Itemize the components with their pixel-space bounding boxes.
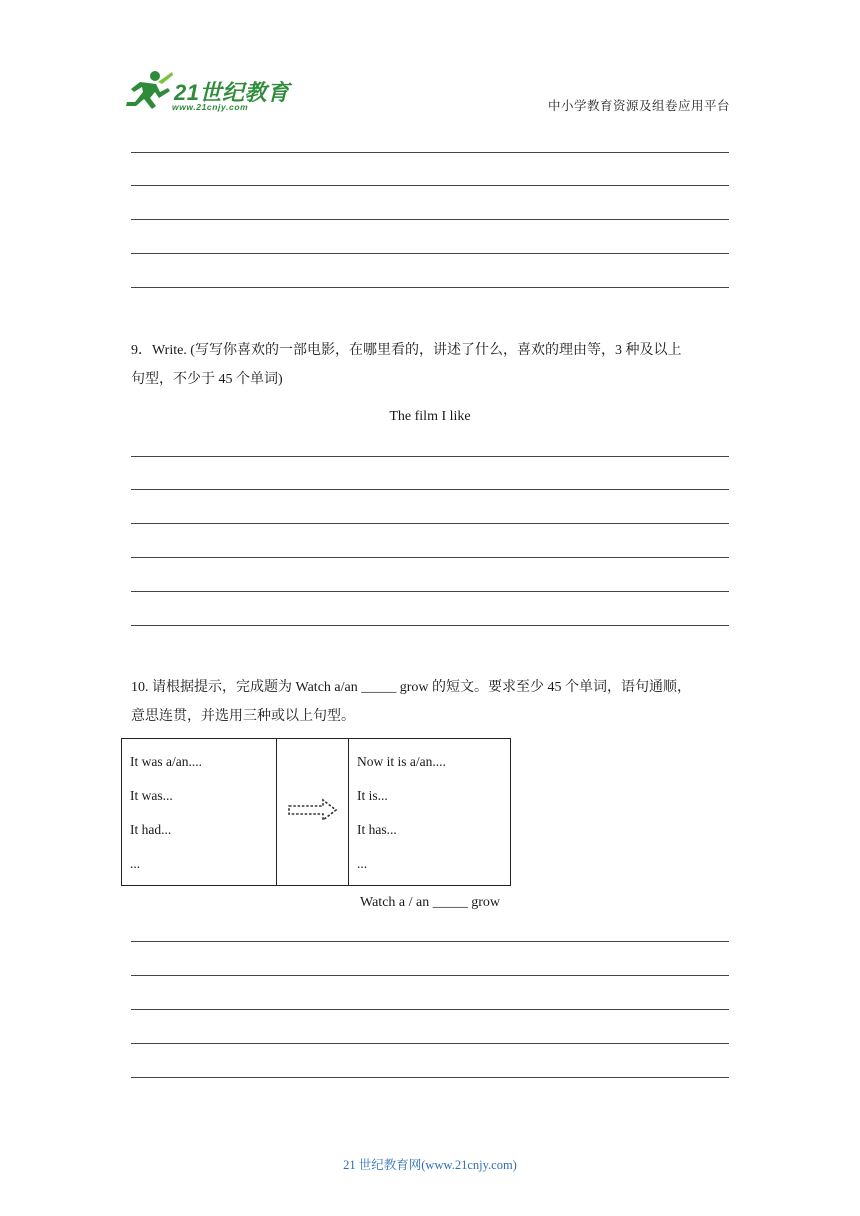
hint-past-line: It was... [130, 788, 173, 803]
answer-line[interactable] [131, 219, 729, 220]
answer-line[interactable] [131, 1043, 729, 1044]
hint-past-line: It was a/an.... [130, 754, 202, 769]
question-10-instructions [131, 673, 731, 731]
answer-line[interactable] [131, 489, 729, 490]
running-figure-icon [122, 68, 174, 114]
answer-line[interactable] [131, 253, 729, 254]
dashed-right-arrow-icon [287, 798, 339, 822]
footer-link[interactable]: 21 世纪教育网(www.21cnjy.com) [343, 1158, 517, 1172]
answer-line[interactable] [131, 625, 729, 626]
hint-present-line: It is... [357, 788, 388, 803]
answer-line[interactable] [131, 557, 729, 558]
question-9-line2: 句型，不少于 45 个单词) [131, 372, 283, 387]
site-logo [122, 68, 292, 116]
answer-line[interactable] [131, 1077, 729, 1078]
question-9-title: The film I like [389, 409, 471, 424]
hint-past-line: It had... [130, 822, 172, 837]
answer-line[interactable] [131, 185, 729, 186]
answer-line[interactable] [131, 941, 729, 942]
question-10-title: Watch a / an _____ grow [360, 895, 500, 910]
logo-sub-text: www.21cnjy.com [172, 102, 249, 112]
answer-line[interactable] [131, 591, 729, 592]
question-9-line1: 9．Write. (写写你喜欢的一部电影，在哪里看的，讲述了什么，喜欢的理由等，3 种及以上 [131, 343, 682, 358]
hint-present-line: ... [357, 856, 368, 871]
question-9-instructions [131, 336, 731, 394]
hint-present-line: It has... [357, 822, 397, 837]
question-10-line2: 意思连贯，并选用三种或以上句型。 [131, 709, 355, 724]
answer-line[interactable] [131, 975, 729, 976]
question-10-line1: 10. 请根据提示，完成题为 Watch a/an _____ grow 的短文。要求至少 45 个单词，语句通顺， [131, 680, 691, 695]
answer-line[interactable] [131, 1009, 729, 1010]
logo-main-text: 21世纪教育 [174, 80, 290, 105]
hint-table [121, 738, 511, 886]
hint-past-line: ... [130, 856, 141, 871]
hint-present-cell [349, 739, 511, 886]
answer-line[interactable] [131, 456, 729, 457]
answer-line[interactable] [131, 152, 729, 153]
answer-line[interactable] [131, 523, 729, 524]
hint-arrow-cell [277, 739, 349, 886]
hint-past-cell [122, 739, 277, 886]
hint-present-line: Now it is a/an.... [357, 754, 446, 769]
platform-text: 中小学教育资源及组卷应用平台 [547, 99, 730, 113]
answer-line[interactable] [131, 287, 729, 288]
